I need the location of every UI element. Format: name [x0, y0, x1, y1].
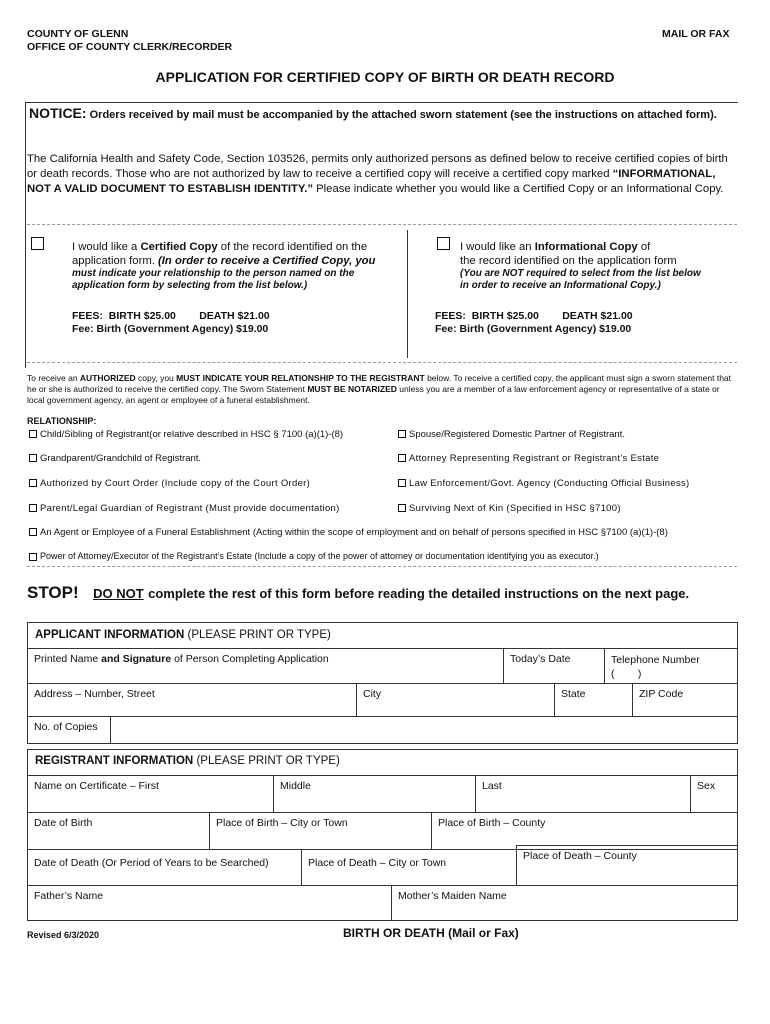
- dod-label: Date of Death (Or Period of Years to be Searched): [34, 857, 269, 869]
- notice-para-bold: “INFORMATIONAL, NOT A VALID DOCUMENT TO ESTABLISH IDENTITY.”: [27, 168, 716, 195]
- checkbox[interactable]: [29, 454, 37, 462]
- cert-line1b: Certified Copy: [140, 241, 218, 253]
- auth-t6: MUST BE NOTARIZED: [307, 384, 397, 394]
- mail-fax-label: MAIL OR FAX: [662, 28, 730, 40]
- info-fees-line2: Fee: Birth (Government Agency) $19.00: [435, 323, 632, 335]
- father-label: Father’s Name: [34, 890, 104, 902]
- checkbox[interactable]: [398, 430, 406, 438]
- info-line3: (You are NOT required to select from the list below: [460, 268, 701, 279]
- city-label: City: [363, 688, 382, 700]
- address-label: Address – Number, Street: [34, 688, 155, 700]
- relationship-option[interactable]: [29, 453, 201, 464]
- pod-city-field[interactable]: [301, 849, 517, 886]
- mother-label: Mother’s Maiden Name: [398, 890, 507, 902]
- relationship-label-text: Grandparent/Grandchild of Registrant.: [40, 453, 202, 464]
- authorized-paragraph: [27, 373, 739, 406]
- cert-line2b: (In order to receive a Certified Copy, you: [158, 255, 376, 267]
- state-field[interactable]: [554, 683, 633, 717]
- checkbox[interactable]: [29, 430, 37, 438]
- checkbox[interactable]: [29, 504, 37, 512]
- column-divider: [407, 230, 408, 358]
- relationship-option[interactable]: [398, 429, 625, 440]
- pod-city-label: Place of Death – City or Town: [308, 857, 447, 869]
- informational-fees: [435, 310, 633, 336]
- registrant-subtitle: (PLEASE PRINT OR TYPE): [196, 755, 340, 767]
- info-fees-line1: FEES: BIRTH $25.00 DEATH $21.00: [435, 310, 633, 322]
- applicant-subtitle: (PLEASE PRINT OR TYPE): [187, 629, 331, 641]
- info-line2: the record identified on the application form: [460, 255, 677, 267]
- relationship-label-text: Attorney Representing Registrant or Registrant’s Estate: [409, 453, 660, 464]
- relationship-option[interactable]: [398, 503, 621, 514]
- last-name-label: Last: [482, 780, 502, 792]
- form-type: BIRTH OR DEATH (Mail or Fax): [343, 926, 519, 940]
- auth-t5: below. To receive a certified copy, the applicant must sign a sworn statement that he or she is authorized to receive the certified copy. The Sworn Statement: [27, 373, 732, 394]
- mother-name-field[interactable]: [391, 885, 738, 921]
- state-label: State: [561, 688, 586, 700]
- relationship-label: RELATIONSHIP:: [27, 416, 97, 426]
- checkbox[interactable]: [29, 553, 37, 561]
- relationship-label-text: Spouse/Registered Domestic Partner of Registrant.: [409, 429, 625, 440]
- divider: [27, 362, 737, 363]
- county-name: COUNTY OF GLENN: [27, 28, 129, 40]
- stop-label: STOP!: [27, 583, 79, 602]
- notice-label: NOTICE:: [29, 105, 87, 121]
- cert-line1a: I would like a: [72, 241, 138, 253]
- checkbox[interactable]: [29, 479, 37, 487]
- relationship-option[interactable]: [29, 478, 310, 489]
- checkbox[interactable]: [398, 479, 406, 487]
- pn-a: Printed Name: [34, 653, 99, 665]
- checkbox[interactable]: [398, 504, 406, 512]
- printed-name-field[interactable]: [27, 648, 504, 684]
- middle-name-label: Middle: [280, 780, 311, 792]
- certified-copy-checkbox[interactable]: [31, 237, 44, 250]
- cert-line1c: of the record identified on the: [220, 241, 368, 253]
- info-line1a: I would like an: [460, 241, 532, 253]
- informational-copy-checkbox[interactable]: [437, 237, 450, 250]
- relationship-label-text: Surviving Next of Kin (Specified in HSC §7100): [409, 503, 621, 514]
- pn-c: of Person Completing Application: [174, 653, 329, 665]
- notice-paragraph: [27, 152, 739, 197]
- auth-t2: AUTHORIZED: [79, 373, 136, 383]
- dob-label: Date of Birth: [34, 817, 93, 829]
- dob-field[interactable]: [27, 812, 210, 850]
- notice-heading: [29, 106, 729, 123]
- notice-text: Orders received by mail must be accompanied by the attached sworn statement (see the instructions on attached form).: [89, 109, 717, 121]
- copies-label: No. of Copies: [34, 721, 98, 733]
- info-line1b: Informational Copy: [534, 241, 638, 253]
- relationship-label-text: Law Enforcement/Govt. Agency (Conducting Official Business): [409, 478, 690, 489]
- pob-city-field[interactable]: [209, 812, 432, 850]
- todays-date-field[interactable]: [503, 648, 605, 684]
- relationship-option-funeral[interactable]: [29, 527, 668, 538]
- relationship-option[interactable]: [398, 453, 659, 464]
- zip-field[interactable]: [632, 683, 738, 717]
- relationship-label-text: Power of Attorney/Executor of the Registrant’s Estate (Include a copy of the power of attorney or documentation identifying you as executor.): [40, 551, 599, 561]
- registrant-title: REGISTRANT INFORMATION: [35, 755, 194, 767]
- address-field[interactable]: [27, 683, 357, 717]
- info-line1c: of: [640, 241, 651, 253]
- cert-line2a: application form.: [72, 255, 155, 267]
- first-name-field[interactable]: [27, 775, 274, 813]
- last-name-field[interactable]: [475, 775, 691, 813]
- todays-date-label: Today’s Date: [510, 653, 571, 665]
- cert-fees-line2: Fee: Birth (Government Agency) $19.00: [72, 323, 269, 335]
- relationship-option-poa[interactable]: [29, 551, 599, 561]
- form-title: APPLICATION FOR CERTIFIED COPY OF BIRTH OR DEATH RECORD: [155, 69, 615, 85]
- registrant-section-title: [35, 755, 340, 767]
- auth-t4: MUST INDICATE YOUR RELATIONSHIP TO THE REGISTRANT: [176, 373, 425, 383]
- certified-copy-text: [72, 240, 404, 292]
- pob-county-label: Place of Birth – County: [438, 817, 546, 829]
- notice-para-end: Please indicate whether you would like a Certified Copy or an Informational Copy.: [316, 183, 724, 195]
- pob-city-label: Place of Birth – City or Town: [216, 817, 348, 829]
- pod-county-label: Place of Death – County: [523, 850, 637, 862]
- telephone-label: Telephone Number: [611, 654, 700, 666]
- checkbox[interactable]: [398, 454, 406, 462]
- relationship-option[interactable]: [29, 429, 343, 440]
- cert-line4: application form by selecting from the list below.): [72, 280, 308, 291]
- stop-text: complete the rest of this form before reading the detailed instructions on the next page.: [148, 586, 690, 601]
- relationship-option[interactable]: [29, 503, 340, 514]
- stop-notice: [27, 583, 689, 603]
- checkbox[interactable]: [29, 528, 37, 536]
- sex-label: Sex: [697, 780, 716, 792]
- first-name-label: Name on Certificate – First: [34, 780, 159, 792]
- pod-county-field[interactable]: [516, 845, 738, 886]
- relationship-label-text: Parent/Legal Guardian of Registrant (Must provide documentation): [40, 503, 340, 514]
- informational-copy-text: [460, 240, 740, 292]
- notice-para-text: The California Health and Safety Code, Section 103526, permits only authorized persons as defined below to receive certified copies of birth or death records. Those who are not authorized by law to receive a certified copy will receive a certified copy marked: [27, 153, 728, 180]
- cert-line3: must indicate your relationship to the person named on the: [72, 268, 355, 279]
- relationship-label-text: Child/Sibling of Registrant(or relative described in HSC § 7100 (a)(1)-(8): [40, 429, 344, 440]
- phone-paren: ( ): [611, 668, 642, 680]
- auth-t7: unless you are a member of a law enforcement agency or representative of a state or local government agency, an agent or employee of a funeral establishment.: [27, 384, 720, 405]
- relationship-option[interactable]: [398, 478, 690, 489]
- auth-t3: copy, you: [135, 373, 177, 383]
- relationship-label-text: Authorized by Court Order (Include copy of the Court Order): [40, 478, 311, 489]
- divider: [27, 566, 737, 567]
- pn-b: and Signature: [101, 653, 172, 665]
- sex-field[interactable]: [690, 775, 738, 813]
- auth-t1: To receive an: [27, 373, 80, 383]
- middle-name-field[interactable]: [273, 775, 476, 813]
- divider: [27, 224, 737, 225]
- zip-label: ZIP Code: [639, 688, 684, 700]
- applicant-title: APPLICANT INFORMATION: [35, 629, 185, 641]
- certified-fees: [72, 310, 270, 336]
- relationship-label-text: An Agent or Employee of a Funeral Establishment (Acting within the scope of employment and on behalf of persons specified in HSC §7100 (a)(1)-(8): [40, 527, 668, 538]
- dod-field[interactable]: [27, 849, 302, 886]
- stop-do-not: DO NOT: [93, 586, 144, 601]
- applicant-section-title: [35, 629, 331, 641]
- father-name-field[interactable]: [27, 885, 392, 921]
- cert-fees-line1: FEES: BIRTH $25.00 DEATH $21.00: [72, 310, 270, 322]
- revised-date: Revised 6/3/2020: [27, 930, 100, 940]
- city-field[interactable]: [356, 683, 555, 717]
- office-name: OFFICE OF COUNTY CLERK/RECORDER: [27, 41, 233, 53]
- info-line4: in order to receive an Informational Copy.): [460, 280, 661, 291]
- copies-field[interactable]: [27, 716, 111, 744]
- telephone-field[interactable]: [604, 648, 738, 684]
